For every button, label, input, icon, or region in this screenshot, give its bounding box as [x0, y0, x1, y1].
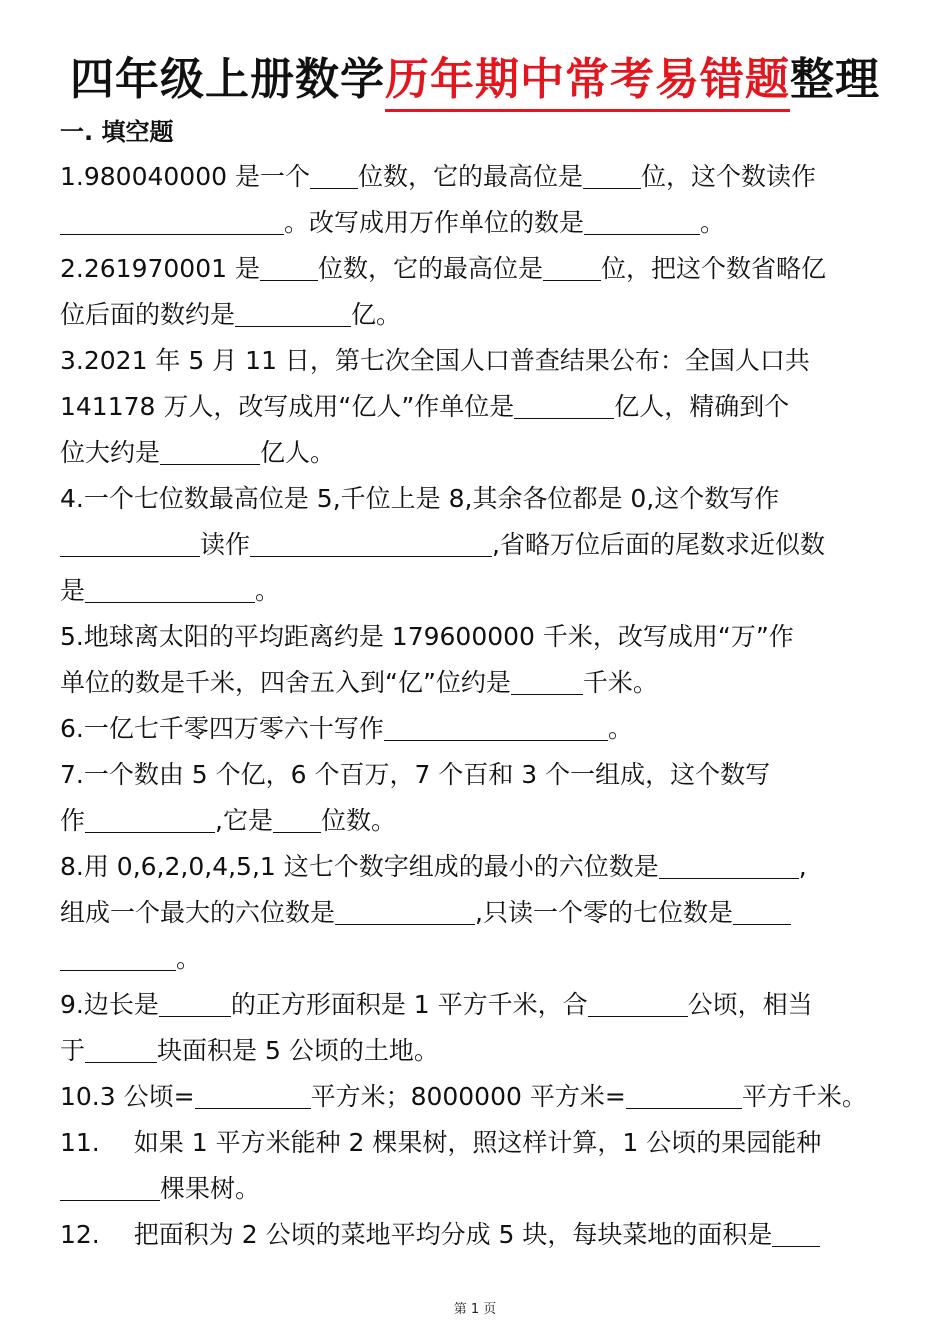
question-number: 11.	[60, 1128, 100, 1157]
text: 10.3 公顷=	[60, 1082, 195, 1111]
text: 9.边长是	[60, 990, 159, 1019]
question-3-line-2	[60, 384, 896, 430]
text: 平方千米。	[741, 1082, 867, 1111]
answer-blank[interactable]	[85, 572, 255, 603]
text: 。	[700, 208, 726, 237]
text: ,	[798, 852, 807, 881]
question-4-line-3	[60, 568, 896, 614]
text: 亿。	[351, 300, 402, 329]
answer-blank[interactable]	[60, 204, 284, 235]
text: 位，把这个数省略亿	[600, 254, 826, 283]
text: 位大约是	[60, 438, 161, 467]
text: 。改写成用万作单位的数是	[284, 208, 585, 237]
answer-blank[interactable]	[235, 296, 351, 327]
answer-blank[interactable]	[85, 1032, 157, 1063]
text: 位数。	[320, 806, 396, 835]
text: 单位的数是千米，四舍五入到“亿”位约是	[60, 668, 511, 697]
text: 是	[60, 576, 86, 605]
text: 把面积为 2 公顷的菜地平均分成 5 块，每块菜地的面积是	[133, 1220, 773, 1249]
question-2-line-2	[60, 292, 896, 338]
answer-blank[interactable]	[543, 250, 601, 281]
answer-blank[interactable]	[160, 434, 260, 465]
question-7-line-1	[60, 752, 896, 798]
question-4-line-1	[60, 476, 896, 522]
question-8-line-3	[60, 936, 896, 982]
answer-blank[interactable]	[772, 1216, 820, 1247]
text: 1.980040000 是一个	[60, 162, 310, 191]
text: 读作	[200, 530, 251, 559]
text: 于	[60, 1036, 86, 1065]
answer-blank[interactable]	[733, 894, 791, 925]
answer-blank[interactable]	[195, 1078, 311, 1109]
text: 位，这个数读作	[640, 162, 816, 191]
text: ,它是	[215, 806, 273, 835]
question-list	[60, 154, 896, 1258]
text: 8.用 0,6,2,0,4,5,1 这七个数字组成的最小的六位数是	[60, 852, 659, 881]
question-9-line-1	[60, 982, 896, 1028]
question-number: 12.	[60, 1220, 100, 1249]
text: 位数，它的最高位是	[357, 162, 583, 191]
text: 公顷，相当	[687, 990, 813, 1019]
answer-blank[interactable]	[60, 940, 176, 971]
text: 。	[607, 714, 633, 743]
answer-blank[interactable]	[584, 204, 700, 235]
answer-blank[interactable]	[335, 894, 475, 925]
answer-blank[interactable]	[60, 526, 200, 557]
answer-blank[interactable]	[260, 250, 318, 281]
question-3-line-3	[60, 430, 896, 476]
text: 。	[255, 576, 281, 605]
question-1-line-1	[60, 154, 896, 200]
answer-blank[interactable]	[250, 526, 492, 557]
question-11-line-1	[60, 1120, 896, 1166]
text: 。	[176, 944, 202, 973]
page-number: 第 1 页	[453, 1302, 497, 1317]
text: 作	[60, 806, 86, 835]
question-5-line-1	[60, 614, 896, 660]
answer-blank[interactable]	[273, 802, 321, 833]
answer-blank[interactable]	[511, 664, 583, 695]
text: 位数，它的最高位是	[317, 254, 543, 283]
text: 3.2021 年 5 月 11 日，第七次全国人口普查结果公布：全国人口共	[60, 346, 810, 375]
question-1-line-2	[60, 200, 896, 246]
text: 的正方形面积是 1 平方千米，合	[230, 990, 588, 1019]
title-part-1: 四年级上册数学	[70, 54, 385, 105]
answer-blank[interactable]	[60, 1170, 160, 1201]
section-heading: 一. 填空题	[60, 118, 174, 146]
title-part-2: 整理	[790, 54, 880, 105]
answer-blank[interactable]	[583, 158, 641, 189]
text: 位后面的数约是	[60, 300, 236, 329]
question-12-line-1	[60, 1212, 896, 1258]
question-9-line-2	[60, 1028, 896, 1074]
question-8-line-2	[60, 890, 896, 936]
answer-blank[interactable]	[659, 848, 799, 879]
text: 千米。	[582, 668, 658, 697]
answer-blank[interactable]	[588, 986, 688, 1017]
text: 如果 1 平方米能种 2 棵果树，照这样计算，1 公顷的果园能种	[133, 1128, 822, 1157]
answer-blank[interactable]	[85, 802, 215, 833]
text: 4.一个七位数最高位是 5,千位上是 8,其余各位都是 0,这个数写作	[60, 484, 780, 513]
text: 块面积是 5 公顷的土地。	[157, 1036, 439, 1065]
text: ,只读一个零的七位数是	[475, 898, 733, 927]
page-title	[0, 52, 950, 108]
answer-blank[interactable]	[514, 388, 614, 419]
question-5-line-2	[60, 660, 896, 706]
question-8-line-1	[60, 844, 896, 890]
text: 141178 万人，改写成用“亿人”作单位是	[60, 392, 515, 421]
answer-blank[interactable]	[384, 710, 608, 741]
text: 亿人。	[260, 438, 336, 467]
answer-blank[interactable]	[310, 158, 358, 189]
answer-blank[interactable]	[159, 986, 231, 1017]
text: 2.261970001 是	[60, 254, 260, 283]
question-4-line-2	[60, 522, 896, 568]
question-7-line-2	[60, 798, 896, 844]
text: ,省略万位后面的尾数求近似数	[492, 530, 825, 559]
text: 7.一个数由 5 个亿，6 个百万，7 个百和 3 个一组成，这个数写	[60, 760, 771, 789]
text: 6.一亿七千零四万零六十写作	[60, 714, 384, 743]
text: 组成一个最大的六位数是	[60, 898, 336, 927]
question-3-line-1	[60, 338, 896, 384]
question-6-line-1	[60, 706, 896, 752]
answer-blank[interactable]	[626, 1078, 742, 1109]
question-10-line-1	[60, 1074, 896, 1120]
text: 亿人，精确到个	[614, 392, 790, 421]
question-11-line-2	[60, 1166, 896, 1212]
text: 5.地球离太阳的平均距离约是 179600000 千米，改写成用“万”作	[60, 622, 794, 651]
text: 平方米；8000000 平方米=	[310, 1082, 626, 1111]
text: 棵果树。	[160, 1174, 261, 1203]
title-highlight: 历年期中常考易错题	[385, 52, 790, 108]
question-2-line-1	[60, 246, 896, 292]
